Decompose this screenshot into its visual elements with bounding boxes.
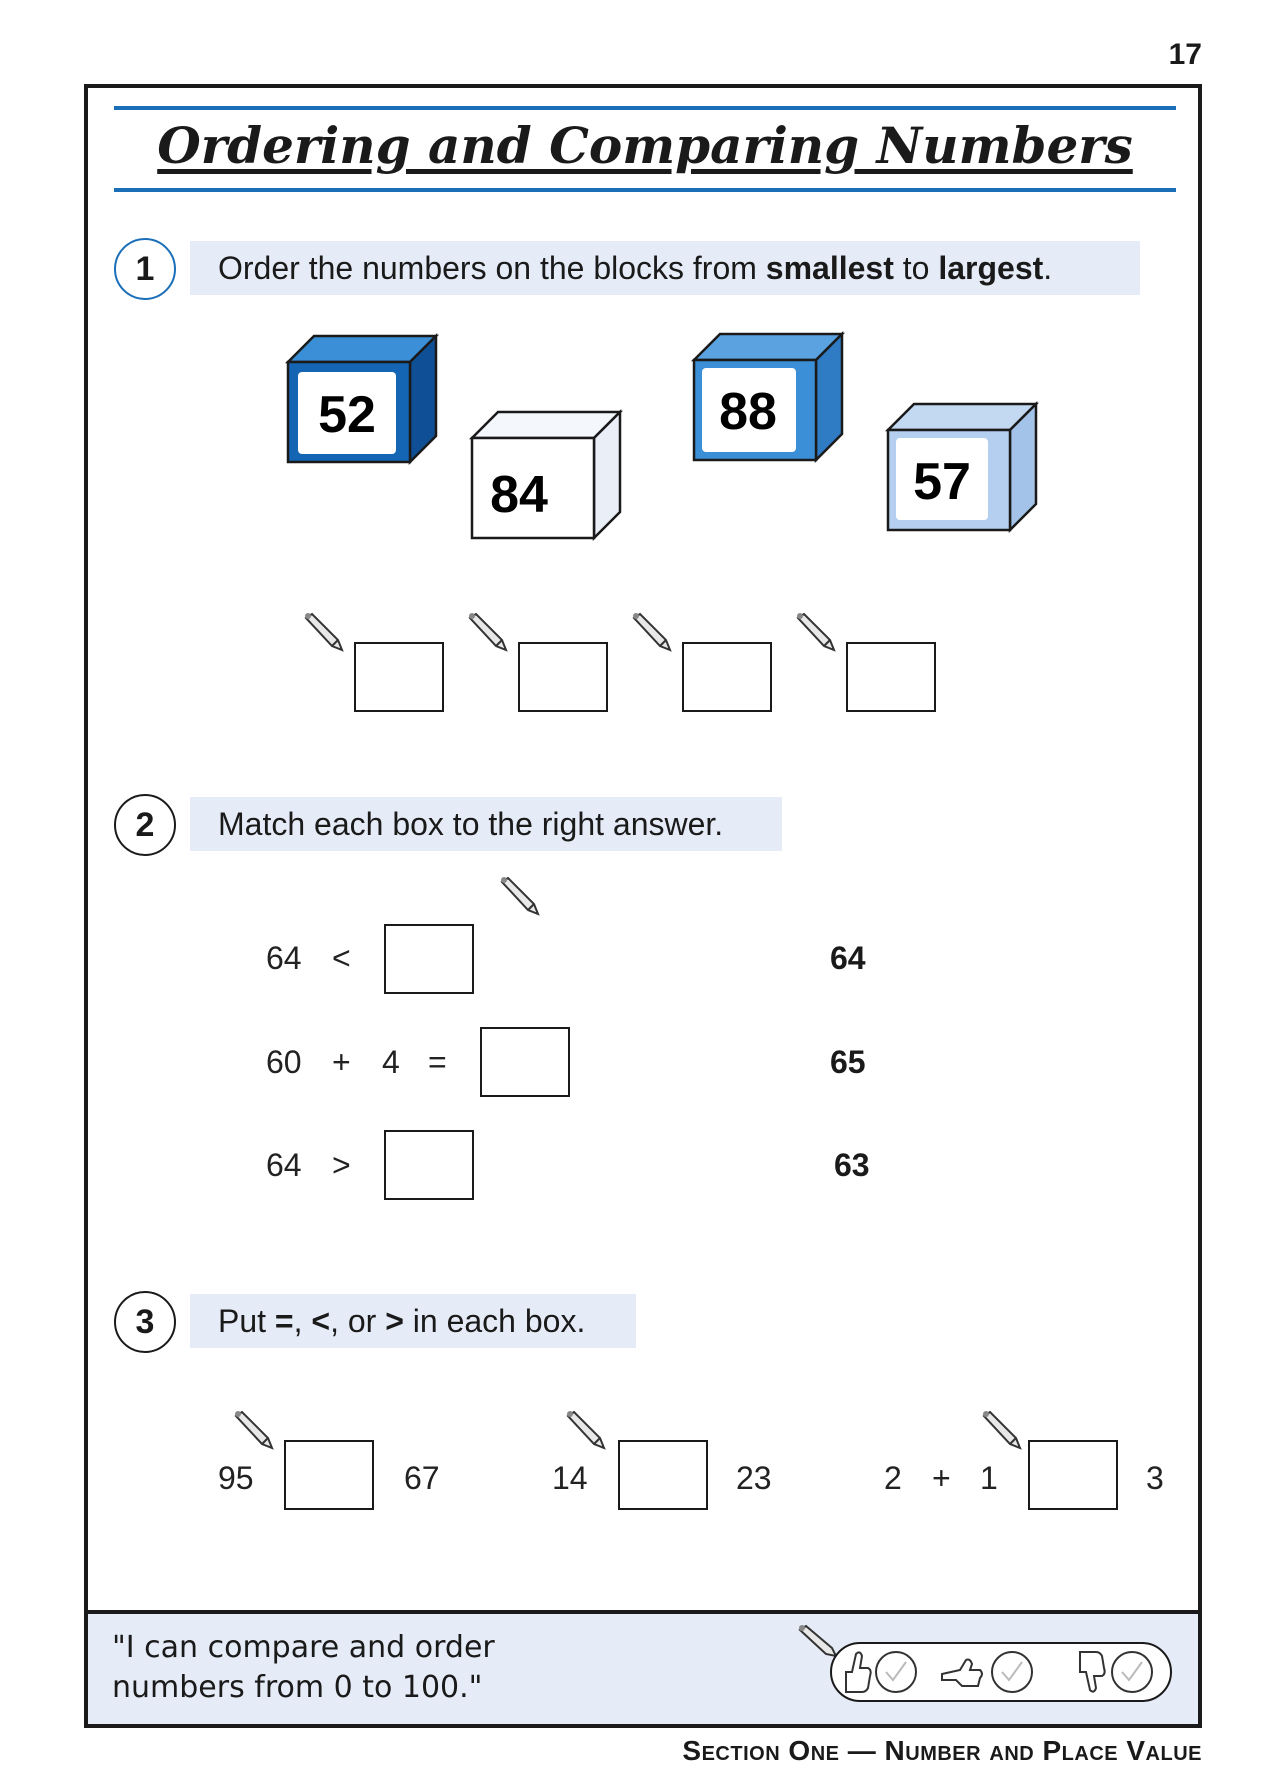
tick-circle-1[interactable] (874, 1650, 918, 1694)
q2-answer-option-3[interactable]: 63 (834, 1147, 870, 1183)
q3-text-sep2: , or (330, 1302, 386, 1339)
block-52 (286, 334, 442, 466)
section-label: Section One — Number and Place Value (682, 1735, 1202, 1766)
q2-row3-number: 64 (266, 1147, 302, 1183)
pencil-icon (232, 1410, 280, 1452)
q1-answer-box-3[interactable] (682, 642, 772, 712)
q1-text-end: . (1043, 249, 1053, 286)
pencil-icon (794, 612, 842, 654)
question-2-instruction: Match each box to the right answer. (190, 797, 782, 851)
q2-row3-operator: > (332, 1147, 351, 1183)
q3-text-end: in each box. (403, 1302, 586, 1339)
q2-answer-option-1[interactable]: 64 (830, 940, 866, 976)
q2-row1-number: 64 (266, 940, 302, 976)
question-2-number: 2 (114, 794, 176, 856)
q2-answer-box-2[interactable] (480, 1027, 570, 1097)
q3-item3-left-b: 1 (980, 1460, 998, 1496)
q3-text-pre: Put (218, 1302, 275, 1339)
pencil-icon (630, 612, 678, 654)
question-1-instruction (190, 241, 1140, 295)
pencil-icon (498, 876, 546, 918)
thumbs-down-icon (1072, 1648, 1108, 1696)
question-1-number: 1 (114, 238, 176, 300)
page-title: Ordering and Comparing Numbers (157, 116, 1133, 175)
thumbs-sideways-icon (938, 1656, 986, 1690)
page-number: 17 (1168, 38, 1202, 71)
block-88 (692, 332, 848, 464)
q3-item3-plus: + (932, 1460, 951, 1496)
objective-line-1: "I can compare and order (112, 1630, 495, 1665)
q3-answer-box-1[interactable] (284, 1440, 374, 1510)
q1-answer-box-4[interactable] (846, 642, 936, 712)
q3-symbol-greater: > (385, 1302, 404, 1339)
q1-text-pre: Order the numbers on the blocks from (218, 249, 766, 286)
pencil-icon (302, 612, 350, 654)
q2-answer-box-1[interactable] (384, 924, 474, 994)
q3-symbol-equals: = (274, 1302, 294, 1339)
q1-text-largest: largest (938, 249, 1044, 286)
title-rule-top (114, 106, 1176, 110)
block-57-label: 57 (913, 453, 971, 511)
question-3-number: 3 (114, 1291, 176, 1353)
q3-item3-right: 3 (1146, 1460, 1164, 1496)
q2-answer-box-3[interactable] (384, 1130, 474, 1200)
question-3-instruction (190, 1294, 636, 1348)
q1-answer-box-2[interactable] (518, 642, 608, 712)
tick-circle-3[interactable] (1110, 1650, 1154, 1694)
q3-text-sep1: , (293, 1302, 312, 1339)
q3-answer-box-2[interactable] (618, 1440, 708, 1510)
q2-row2-number-b: 4 (382, 1044, 400, 1080)
pencil-icon (564, 1410, 612, 1452)
q2-row2-equals: = (428, 1044, 447, 1080)
objective-line-2: numbers from 0 to 100." (112, 1670, 483, 1705)
q2-row2-number-a: 60 (266, 1044, 302, 1080)
q3-item3-left-a: 2 (884, 1460, 902, 1496)
block-84 (470, 410, 626, 542)
q3-item1-right: 67 (404, 1460, 440, 1496)
q3-item2-left: 14 (552, 1460, 588, 1496)
q1-text-mid: to (893, 249, 939, 286)
q1-text-smallest: smallest (765, 249, 894, 286)
block-52-label: 52 (318, 386, 376, 444)
tick-circle-2[interactable] (990, 1650, 1034, 1694)
pencil-icon (980, 1410, 1028, 1452)
q2-row2-plus: + (332, 1044, 351, 1080)
q3-answer-box-3[interactable] (1028, 1440, 1118, 1510)
block-84-label: 84 (490, 466, 548, 524)
thumbs-up-icon (838, 1648, 874, 1696)
q1-answer-box-1[interactable] (354, 642, 444, 712)
learning-objective (112, 1628, 495, 1708)
q2-row1-operator: < (332, 940, 351, 976)
q3-item1-left: 95 (218, 1460, 254, 1496)
q2-answer-option-2[interactable]: 65 (830, 1044, 866, 1080)
block-88-label: 88 (719, 383, 777, 441)
block-57 (886, 402, 1042, 534)
title-rule-bottom (114, 188, 1176, 192)
pencil-icon (466, 612, 514, 654)
q3-symbol-less: < (311, 1302, 331, 1339)
q3-item2-right: 23 (736, 1460, 772, 1496)
